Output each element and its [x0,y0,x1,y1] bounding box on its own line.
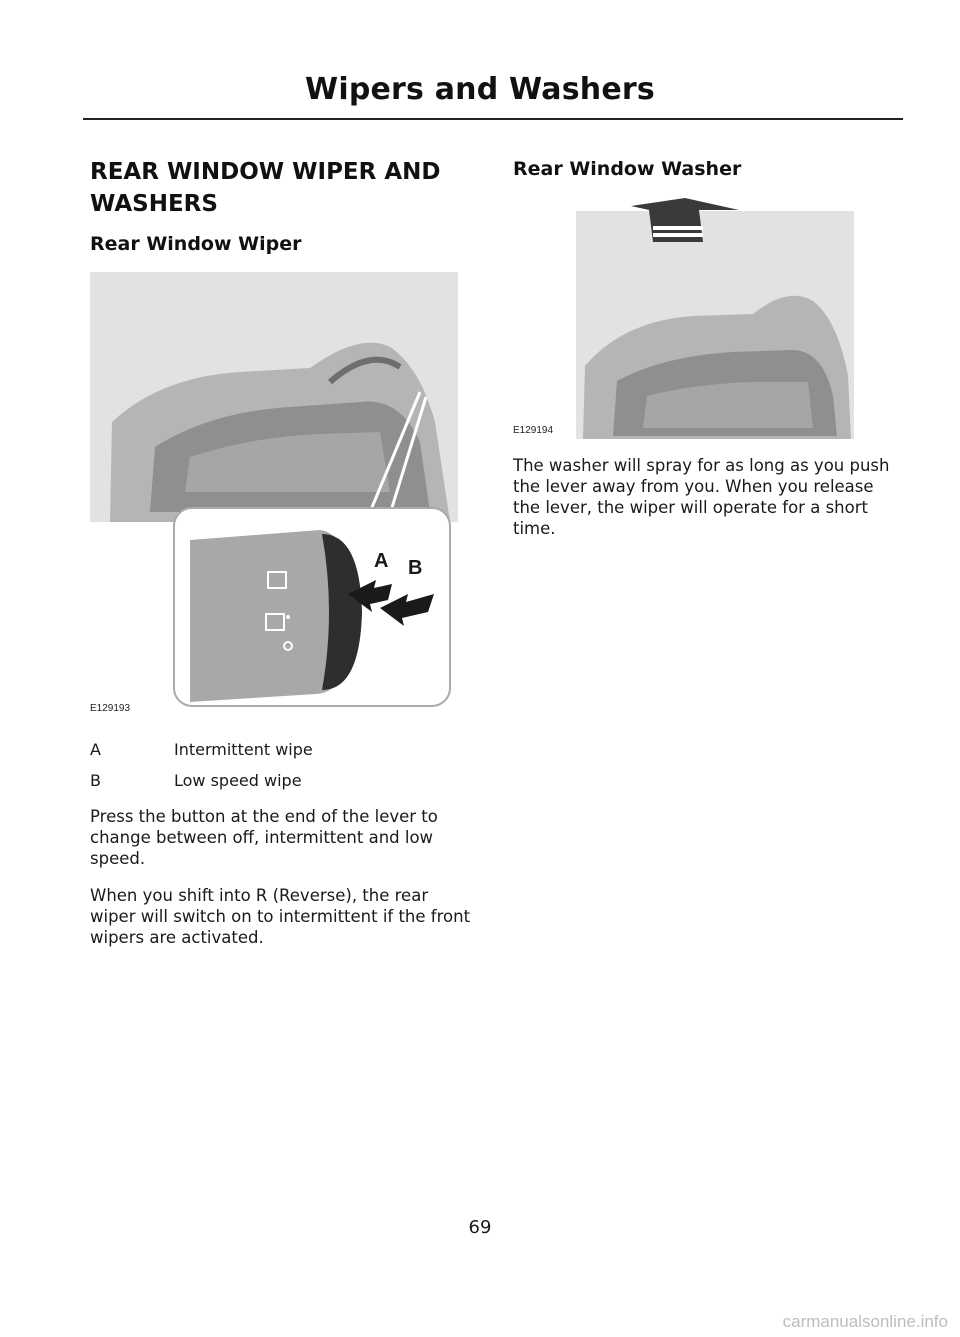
wiper-paragraph-1: Press the button at the end of the lever to change between off, intermittent and low speed. [90,807,438,868]
rear-wiper-illustration [90,272,458,712]
legend-row-a [90,740,313,759]
rear-wiper-subhead: Rear Window Wiper [90,233,302,255]
rear-washer-figure [513,196,857,440]
callout-b: B [408,557,423,579]
rear-washer-figure-code: E129194 [513,425,554,436]
page-number: 69 [468,1217,492,1238]
legend-label: Intermittent wipe [174,740,313,759]
washer-paragraph: The washer will spray for as long as you push the lever away from you. When you release the lever, the wiper will operate for a short time. [513,456,890,538]
rear-wiper-figure [90,272,458,712]
rear-wiper-figure-code: E129193 [90,703,131,714]
rear-washer-illustration [513,196,857,440]
header-rule [83,118,903,120]
legend-key: A [90,740,101,759]
legend-key: B [90,771,101,790]
legend-label: Low speed wipe [174,771,302,790]
legend-row-b [90,771,302,790]
watermark: carmanualsonline.info [782,1312,948,1331]
section-title: REAR WINDOW WIPER AND WASHERS [90,159,441,217]
rear-washer-subhead: Rear Window Washer [513,158,742,180]
wiper-paragraph-2: When you shift into R (Reverse), the rear wiper will switch on to intermittent if the front wipers are activated. [90,886,471,947]
page-header-title: Wipers and Washers [305,72,655,107]
callout-a: A [374,550,389,572]
